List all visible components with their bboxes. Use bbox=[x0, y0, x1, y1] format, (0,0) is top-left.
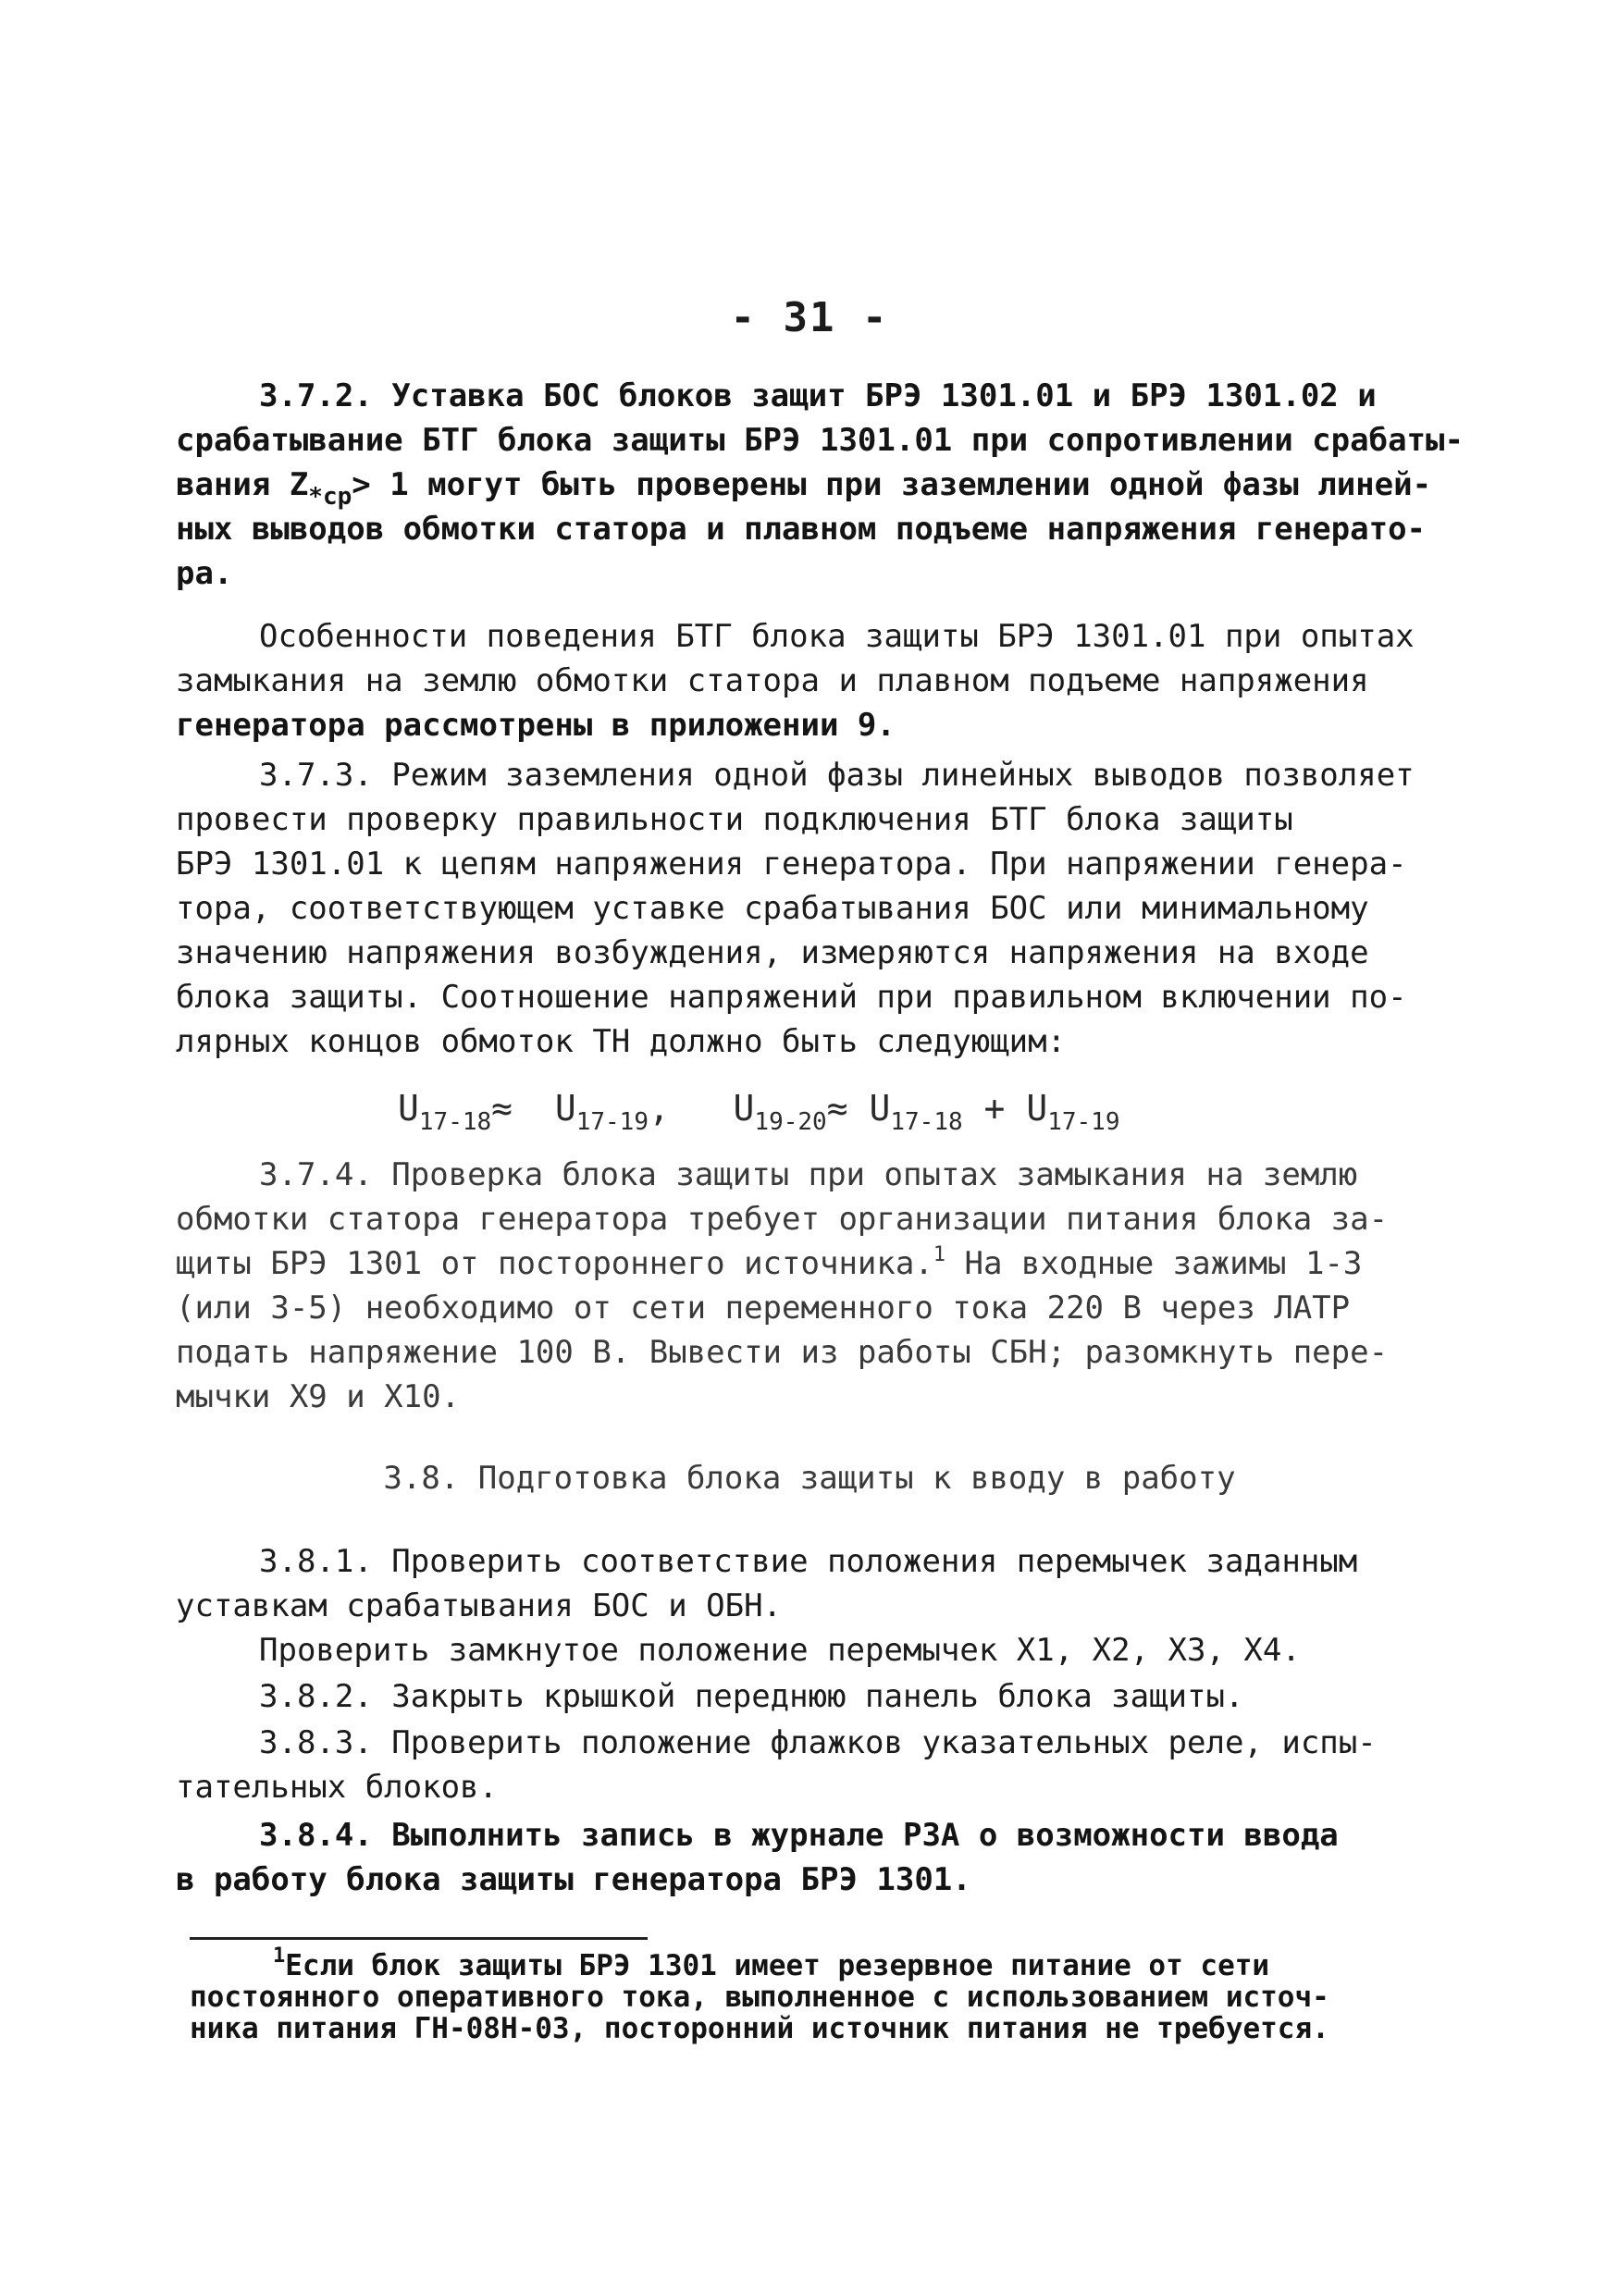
text-fragment: На входные зажимы 1-3 bbox=[945, 1245, 1363, 1282]
text-fragment: щиты БРЭ 1301 от постороннего источника. bbox=[176, 1245, 933, 1282]
text-line: подать напряжение 100 В. Вывести из работы СБН; разомкнуть пере- bbox=[176, 1334, 1389, 1371]
text-line: тора, соответствующем уставке срабатывания БОС или минимальному bbox=[176, 890, 1369, 927]
text-line bbox=[190, 1944, 1448, 1982]
text-fragment: Если блок защиты БРЭ 1301 имеет резервное питание от сети bbox=[285, 1949, 1270, 1982]
formula-subscript: 17-18 bbox=[890, 1108, 963, 1136]
formula-symbol: U bbox=[733, 1088, 755, 1129]
text-line: 3.7.4. Проверка блока защиты при опытах замыкания на землю bbox=[259, 1156, 1358, 1193]
text-line: мычки Х9 и Х10. bbox=[176, 1378, 461, 1415]
text-line: уставкам срабатывания БОС и ОБН. bbox=[176, 1587, 783, 1624]
text-line: ных выводов обмотки статора и плавном подъеме напряжения генерато- bbox=[176, 511, 1427, 548]
text-line: 3.8.3. Проверить положение флажков указательных реле, испы- bbox=[259, 1724, 1377, 1761]
text-line: (или 3-5) необходимо от сети переменного тока 220 В через ЛАТР bbox=[176, 1290, 1351, 1327]
text-line: тательных блоков. bbox=[176, 1769, 498, 1806]
formula-operator: + bbox=[983, 1088, 1006, 1129]
formula-symbol: U bbox=[869, 1088, 891, 1129]
paragraph-features bbox=[176, 614, 1462, 747]
paragraph-3-8-4 bbox=[176, 1813, 1462, 1902]
text-line: в работу блока защиты генератора БРЭ 1301. bbox=[176, 1861, 971, 1898]
text-line: 3.7.2. Уставка БОС блоков защит БРЭ 1301.01 и БРЭ 1301.02 и bbox=[259, 377, 1377, 414]
formula-operator: ≈ bbox=[491, 1088, 513, 1129]
text-line: ника питания ГН-08Н-03, посторонний источник питания не требуется. bbox=[190, 2012, 1329, 2045]
formula-subscript: 19-20 bbox=[754, 1108, 827, 1136]
paragraph-3-8-1 bbox=[176, 1539, 1462, 1673]
text-line: 3.8.4. Выполнить запись в журнале РЗА о возможности ввода bbox=[259, 1817, 1339, 1854]
page-number: - 31 - bbox=[730, 294, 889, 341]
formula-symbol: U bbox=[398, 1088, 419, 1129]
formula-symbol: U bbox=[1026, 1088, 1048, 1129]
text-line: срабатывание БТГ блока защиты БРЭ 1301.01 при сопротивлении срабаты- bbox=[176, 422, 1464, 459]
formula-subscript: 17-19 bbox=[1047, 1108, 1120, 1136]
text-line: Особенности поведения БТГ блока защиты БРЭ 1301.01 при опытах bbox=[259, 618, 1415, 655]
paragraph-3-8-2 bbox=[176, 1674, 1462, 1719]
paragraph-3-7-4 bbox=[176, 1153, 1462, 1419]
text-line bbox=[176, 1241, 1462, 1286]
paragraph-3-8-3 bbox=[176, 1721, 1462, 1809]
footnote bbox=[190, 1944, 1448, 2045]
footnote-separator bbox=[190, 1937, 648, 1940]
footnote-marker: 1 bbox=[933, 1243, 946, 1266]
text-line: 3.7.3. Режим заземления одной фазы линейных выводов позволяет bbox=[259, 757, 1415, 794]
text-fragment: > 1 могут быть проверены при заземлении одной фазы линей- bbox=[352, 466, 1432, 503]
text-line: провести проверку правильности подключения БТГ блока защиты bbox=[176, 801, 1293, 838]
text-line: 3.8.1. Проверить соответствие положения перемычек заданным bbox=[259, 1543, 1358, 1580]
voltage-formula bbox=[398, 1088, 1120, 1136]
section-heading: 3.8. Подготовка блока защиты к вводу в работу bbox=[383, 1460, 1236, 1497]
subscript: *ср bbox=[308, 483, 352, 511]
formula-subscript: 17-18 bbox=[418, 1108, 492, 1136]
footnote-marker: 1 bbox=[273, 1944, 286, 1968]
text-line: лярных концов обмоток ТН должно быть следующим: bbox=[176, 1023, 1067, 1060]
text-line: генератора рассмотрены в приложении 9. bbox=[176, 707, 896, 744]
formula-subscript: 17-19 bbox=[575, 1108, 649, 1136]
text-line: ра. bbox=[176, 555, 233, 592]
text-line: обмотки статора генератора требует организации питания блока за- bbox=[176, 1201, 1389, 1238]
text-line: блока защиты. Соотношение напряжений при правильном включении по- bbox=[176, 979, 1407, 1016]
text-line: замыкания на землю обмотки статора и плавном подъеме напряжения bbox=[176, 662, 1369, 699]
text-line: 3.8.2. Закрыть крышкой переднюю панель блока защиты. bbox=[259, 1678, 1244, 1715]
text-line: Проверить замкнутое положение перемычек Х1, Х2, Х3, Х4. bbox=[259, 1632, 1301, 1669]
paragraph-3-7-2 bbox=[176, 374, 1462, 596]
paragraph-3-7-3 bbox=[176, 753, 1462, 1064]
formula-punctuation: , bbox=[649, 1088, 670, 1129]
formula-operator: ≈ bbox=[826, 1088, 848, 1129]
text-fragment: вания Z bbox=[176, 466, 309, 503]
text-line bbox=[176, 463, 1462, 511]
formula-symbol: U bbox=[554, 1088, 576, 1129]
text-line: постоянного оперативного тока, выполненное с использованием источ- bbox=[190, 1981, 1329, 2014]
text-line: значению напряжения возбуждения, измеряются напряжения на входе bbox=[176, 934, 1369, 971]
text-line: БРЭ 1301.01 к цепям напряжения генератора. При напряжении генера- bbox=[176, 846, 1407, 883]
